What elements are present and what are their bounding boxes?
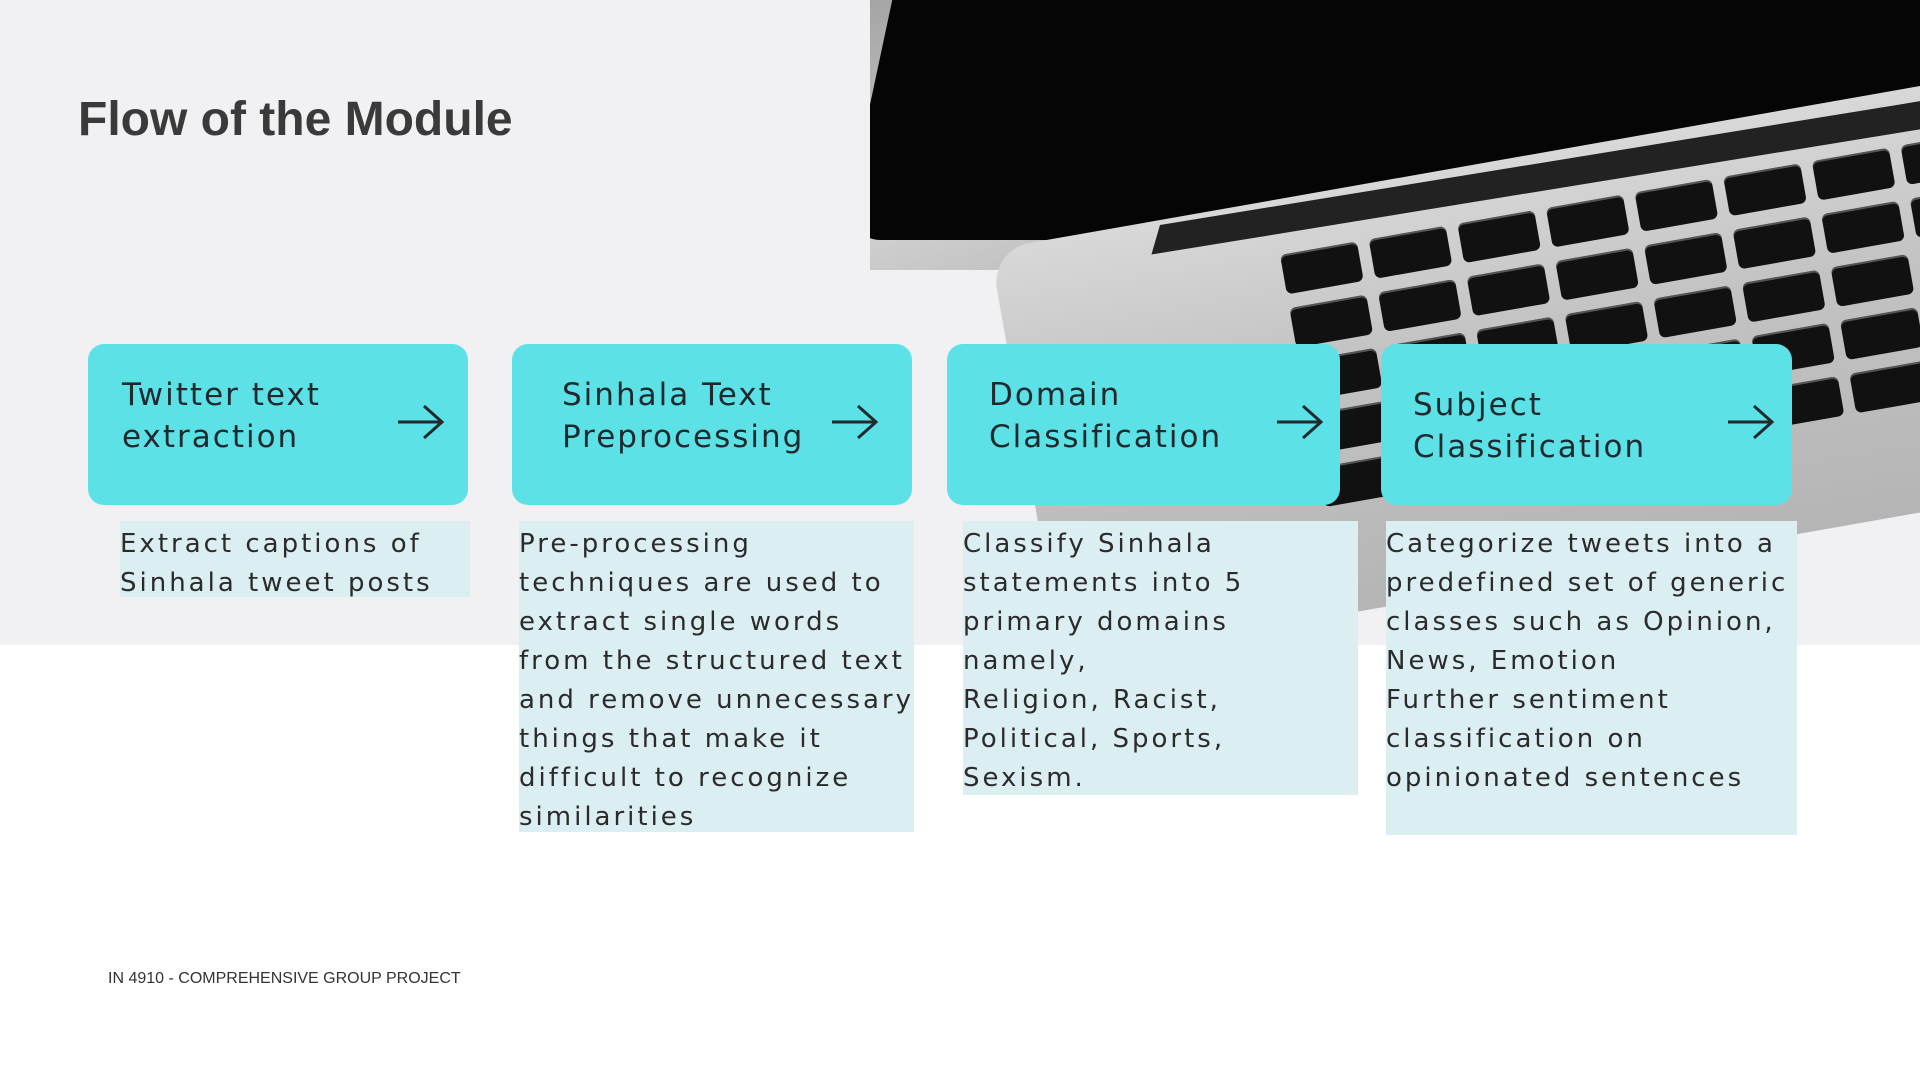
step-label: Sinhala Text Preprocessing bbox=[562, 377, 805, 455]
key bbox=[1840, 307, 1920, 360]
step-description: Pre-processing techniques are used to extract single words from the structured text and remove unnecessary things that make it difficult to recognize similarities bbox=[519, 521, 914, 832]
key bbox=[1378, 279, 1462, 332]
key bbox=[1289, 295, 1373, 348]
footer-text: IN 4910 - COMPREHENSIVE GROUP PROJECT bbox=[108, 970, 461, 987]
step-label: Twitter text extraction bbox=[122, 377, 321, 455]
arrow-right-icon bbox=[1275, 402, 1325, 442]
step-box-sinhala-preprocessing bbox=[512, 344, 912, 505]
key bbox=[1831, 254, 1915, 307]
key bbox=[1821, 201, 1905, 254]
step-box-subject-classification bbox=[1381, 344, 1792, 505]
arrow-right-icon bbox=[1726, 402, 1776, 442]
key bbox=[1742, 270, 1826, 323]
arrow-right-icon bbox=[396, 402, 446, 442]
step-box-twitter-extraction bbox=[88, 344, 468, 505]
step-label: Subject Classification bbox=[1413, 387, 1647, 465]
key bbox=[1555, 248, 1639, 301]
key bbox=[1849, 360, 1920, 413]
step-description: Categorize tweets into a predefined set of generic classes such as Opinion, News, Emotion Further sentiment classification on opinionated sentences bbox=[1386, 521, 1797, 835]
key bbox=[1467, 263, 1551, 316]
step-label: Domain Classification bbox=[989, 377, 1223, 455]
key bbox=[1644, 232, 1728, 285]
page-title: Flow of the Module bbox=[78, 93, 513, 146]
key bbox=[1653, 285, 1737, 338]
step-description: Extract captions of Sinhala tweet posts bbox=[120, 521, 470, 597]
key bbox=[1910, 185, 1920, 238]
key bbox=[1733, 216, 1817, 269]
arrow-right-icon bbox=[830, 402, 880, 442]
step-description: Classify Sinhala statements into 5 primary domains namely, Religion, Racist, Political, Sports, Sexism. bbox=[963, 521, 1358, 795]
step-box-domain-classification bbox=[947, 344, 1340, 505]
